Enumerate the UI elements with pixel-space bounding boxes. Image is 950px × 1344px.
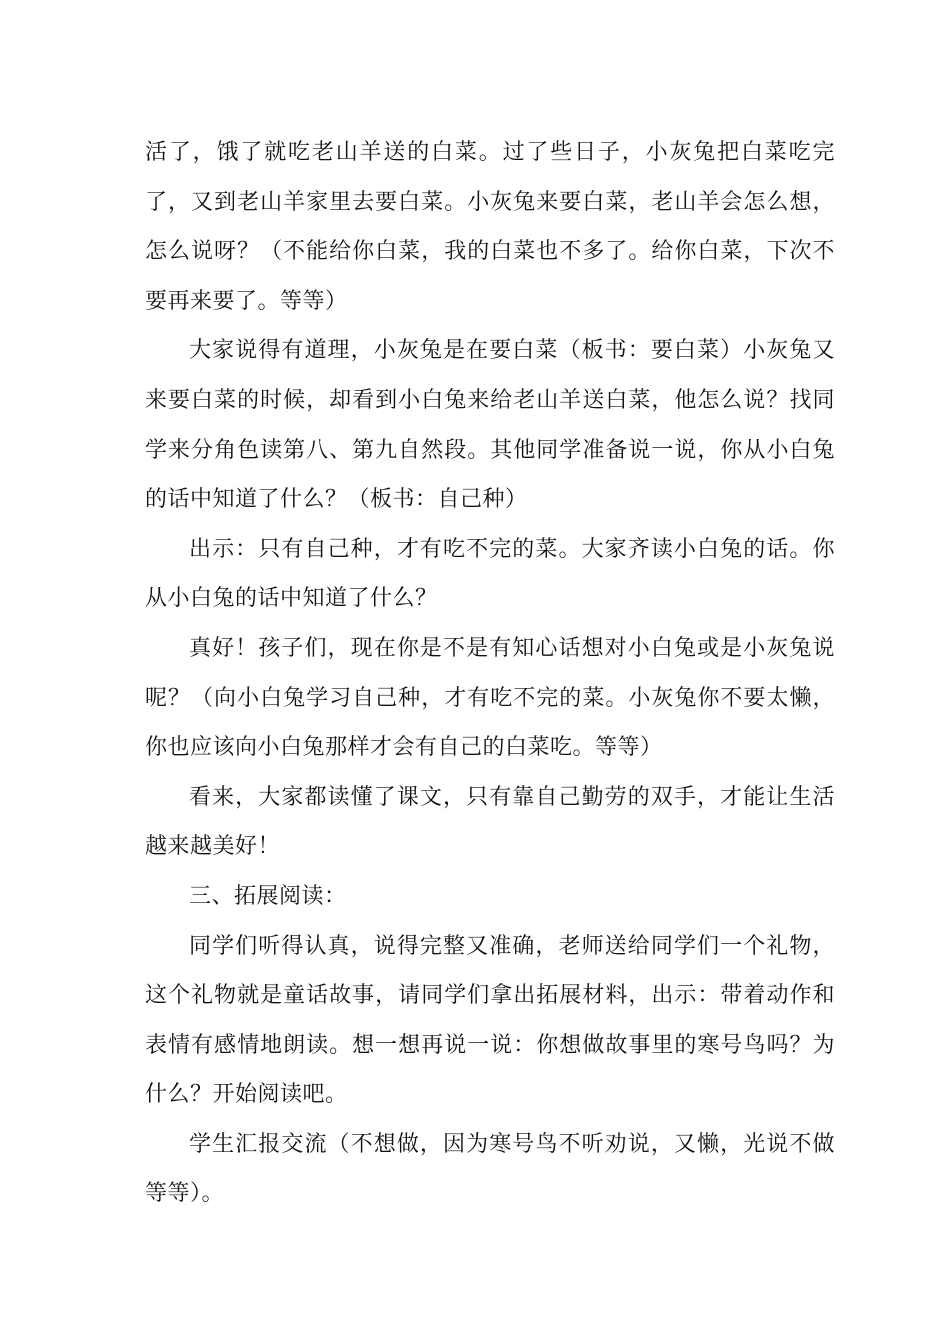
paragraph: 看来，大家都读懂了课文，只有靠自己勤劳的双手，才能让生活越来越美好！: [145, 784, 835, 860]
paragraph: 真好！孩子们，现在你是不是有知心话想对小白兔或是小灰兔说呢？（向小白兔学习自己种，才有吃不完的菜。小灰兔你不要太懒，你也应该向小白兔那样才会有自己的白菜吃。等等）: [145, 635, 835, 761]
paragraph: 同学们听得认真，说得完整又准确，老师送给同学们一个礼物，这个礼物就是童话故事，请同学们拿出拓展材料，出示：带着动作和表情有感情地朗读。想一想再说一说：你想做故事里的寒号鸟吗？为什么？开始阅读吧。: [145, 933, 835, 1108]
section-heading: 三、拓展阅读：: [189, 883, 347, 909]
paragraph-continued: 活了，饿了就吃老山羊送的白菜。过了些日子，小灰兔把白菜吃完了，又到老山羊家里去要白菜。小灰兔来要白菜，老山羊会怎么想，怎么说呀？（不能给你白菜，我的白菜也不多了。给你白菜，下次不要再来要了。等等）: [145, 140, 835, 314]
document-body: [145, 128, 835, 1219]
paragraph: 学生汇报交流（不想做，因为寒号鸟不听劝说，又懒，光说不做等等）。: [145, 1131, 835, 1207]
paragraph: 出示：只有自己种，才有吃不完的菜。大家齐读小白兔的话。你从小白兔的话中知道了什么？: [145, 536, 835, 612]
paragraph: 大家说得有道理，小灰兔是在要白菜（板书：要白菜）小灰兔又来要白菜的时候，却看到小白兔来给老山羊送白菜，他怎么说？找同学来分角色读第八、第九自然段。其他同学准备说一说，你从小白兔的话中知道了什么？（板书：自己种）: [145, 338, 835, 513]
